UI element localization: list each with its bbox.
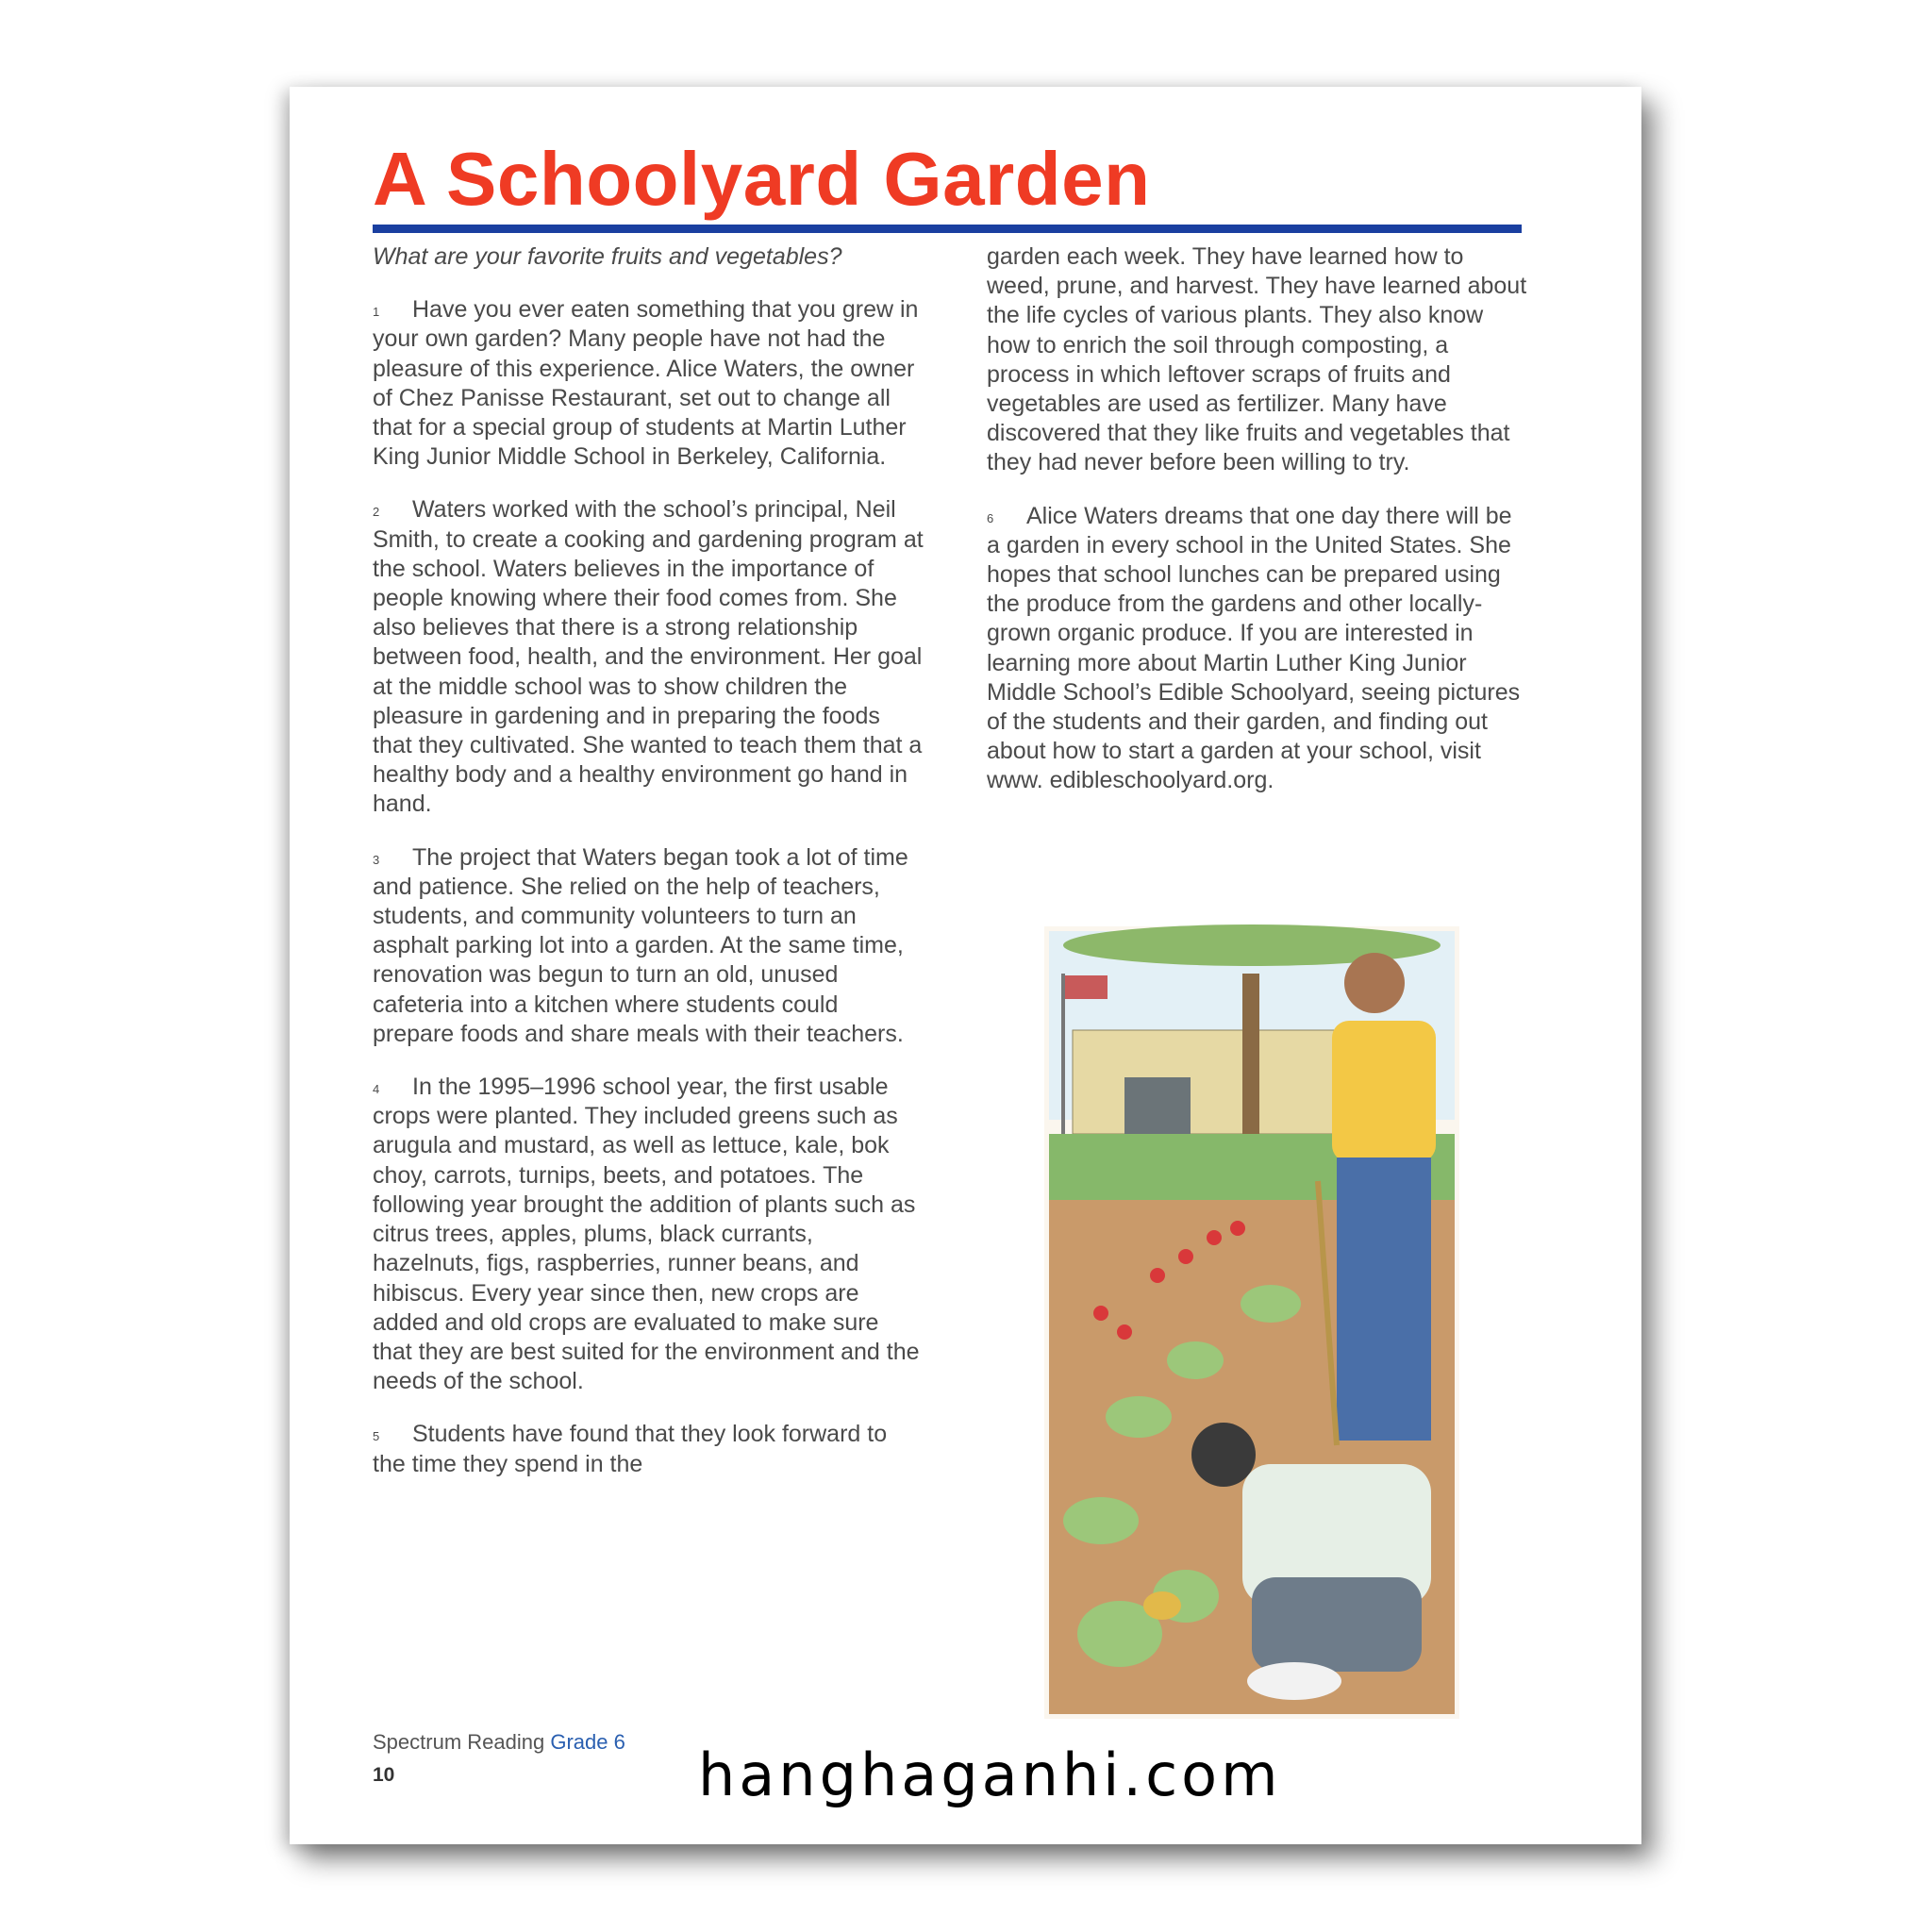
paragraph-5 xyxy=(373,1420,924,1478)
garden-illustration xyxy=(1035,917,1469,1728)
paragraph-text: Waters worked with the school’s principal, Neil Smith, to create a cooking and gardening program at the school. Waters believes in the importance of people knowing where their food comes from. She also believes that there is a strong relationship between food, health, and the environment. Her goal at the middle school was to show children the pleasure in gardening and in preparing the foods that they cultivated. She wanted to teach them that a healthy body and a healthy environment go hand in hand. xyxy=(373,496,924,818)
series-name: Spectrum Reading xyxy=(373,1730,545,1754)
paragraph-text: The project that Waters began took a lot of time and patience. She relied on the help of teachers, students, and community volunteers to turn an asphalt parking lot into a garden. At the same time, renovation was begun to turn an old, unused cafeteria into a kitchen where students could prepare foods and share meals with their teachers. xyxy=(373,843,908,1047)
reading-prompt: What are your favorite fruits and vegetables? xyxy=(373,243,842,270)
flag xyxy=(1065,975,1108,999)
watermark: hanghaganhi.com xyxy=(698,1740,1282,1809)
standing-student-jeans xyxy=(1337,1158,1431,1441)
worksheet-page xyxy=(290,87,1641,1844)
paragraph-5-continued xyxy=(987,242,1529,478)
paragraph-3 xyxy=(373,843,924,1049)
school-door xyxy=(1124,1077,1191,1134)
paragraph-text: Have you ever eaten something that you grew in your own garden? Many people have not had the pleasure of this experience. Alice Waters, the owner of Chez Panisse Restaurant, set out to change all that for a special group of students at Martin Luther King Junior Middle School in Berkeley, California. xyxy=(373,296,919,471)
paragraph-1 xyxy=(373,295,924,472)
paragraph-text: garden each week. They have learned how to weed, prune, and harvest. They have learned about the life cycles of various plants. They also know how to enrich the soil through composting, a process in which leftover scraps of fruits and vegetables are used as fertilizer. Many have discovered that they like fruits and vegetables that they had never before been willing to try. xyxy=(987,243,1527,476)
paragraph-text: In the 1995–1996 school year, the first usable crops were planted. They included greens such as arugula and mustard, as well as lettuce, kale, bok choy, carrots, turnips, beets, and potatoes. The following year brought the addition of plants such as citrus trees, apples, plums, black currants, hazelnuts, figs, raspberries, runner beans, and hibiscus. Every year since then, new crops are added and old crops are evaluated to make sure that they are best suited for the environment and the needs of the school. xyxy=(373,1074,920,1395)
standing-student-shirt xyxy=(1332,1021,1436,1162)
paragraph-number: 6 xyxy=(987,510,994,525)
paragraph-2 xyxy=(373,495,924,819)
paragraph-number: 2 xyxy=(373,505,380,520)
paragraph-4 xyxy=(373,1073,924,1396)
page-title: A Schoolyard Garden xyxy=(373,137,1151,221)
paragraph-number: 3 xyxy=(373,852,380,867)
title-rule xyxy=(373,225,1522,233)
page-number: 10 xyxy=(373,1764,395,1786)
footer-series xyxy=(373,1730,625,1755)
right-column xyxy=(987,242,1529,820)
paragraph-number: 1 xyxy=(373,305,380,320)
paragraph-text: Alice Waters dreams that one day there will be a garden in every school in the United States. She hopes that school lunches can be prepared using the produce from the gardens and other locally-grown organic produce. If you are interested in learning more about Martin Luther King Junior Middle School’s Edible Schoolyard, seeing pictures of the students and their garden, and finding out about how to start a garden at your school, visit www. edibleschoolyard.org. xyxy=(987,502,1521,794)
paragraph-6 xyxy=(987,502,1529,796)
sneaker xyxy=(1247,1662,1341,1700)
standing-student-head xyxy=(1344,953,1405,1013)
school-building xyxy=(1073,1030,1365,1134)
glove xyxy=(1143,1591,1181,1620)
paragraph-number: 5 xyxy=(373,1429,380,1444)
grade-label: Grade 6 xyxy=(550,1730,625,1754)
left-column xyxy=(373,242,924,1503)
paragraph-number: 4 xyxy=(373,1082,380,1097)
kneeling-student-hair xyxy=(1191,1423,1256,1487)
kneeling-student-pants xyxy=(1252,1577,1422,1672)
paragraph-text: Students have found that they look forward to the time they spend in the xyxy=(373,1421,888,1477)
